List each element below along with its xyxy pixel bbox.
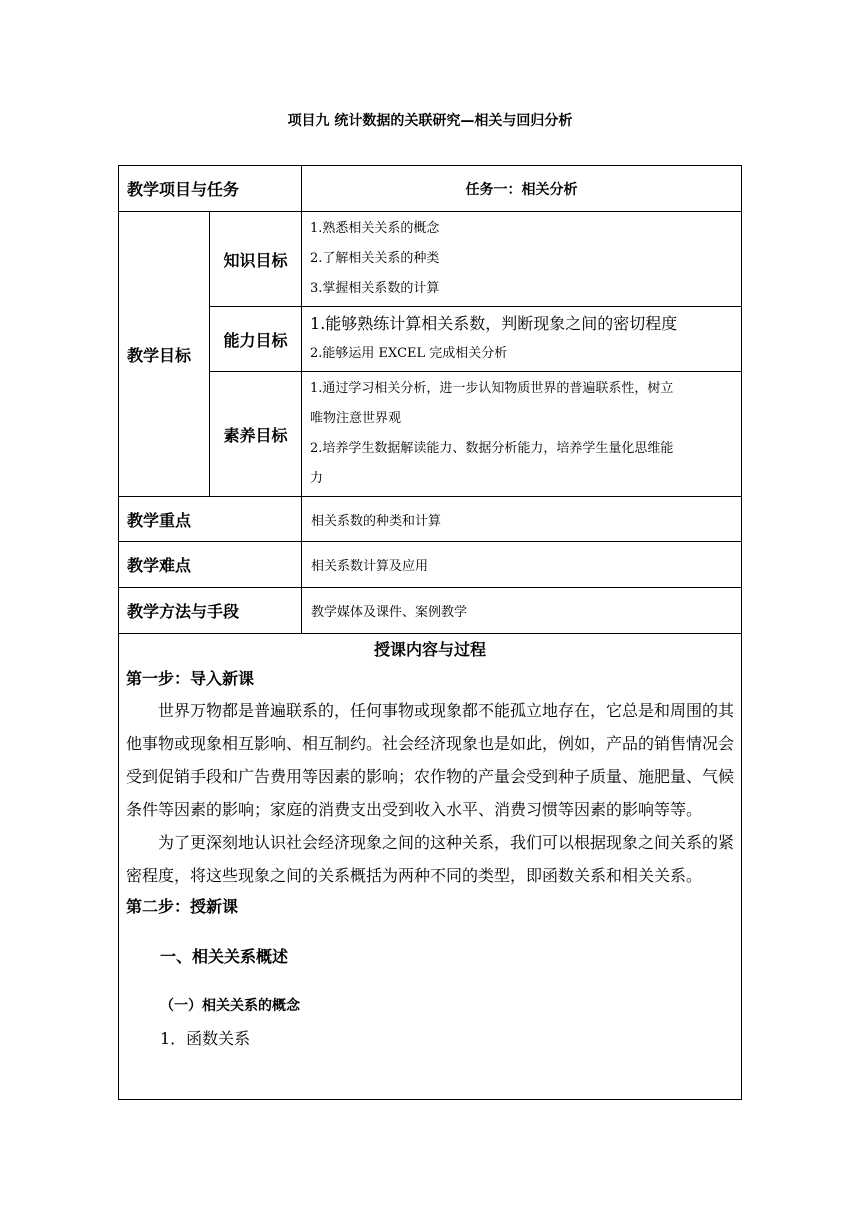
knowledge-items [302,212,742,307]
ability-label: 能力目标 [210,307,302,372]
literacy-item: 2.培养学生数据解读能力、数据分析能力，培养学生量化思维能 [310,441,674,456]
content-row [119,634,742,1100]
objectives-label: 教学目标 [119,212,210,497]
step-heading: 第一步：导入新课 [126,669,255,688]
key-points-row [119,497,742,542]
difficulties-value: 相关系数计算及应用 [302,542,742,588]
knowledge-label: 知识目标 [210,212,302,307]
difficulties-row [119,542,742,588]
ability-row [119,307,742,372]
key-points-value: 相关系数的种类和计算 [302,497,742,542]
paragraph-line: 围的其他事物或现象相互影响、相互制约。社会经济现象也是如此，例如，产品 [126,701,735,753]
lesson-plan-table [118,165,742,1100]
ability-item: 1.能够熟练计算相关系数，判断现象之间的密切程度 [310,314,678,333]
paragraph-line: 关关系。 [638,866,703,885]
paragraph [126,694,734,826]
literacy-items [302,372,742,497]
paragraph-line: 世界万物都是普遍联系的，任何事物或现象都不能孤立地存在，它总是和周 [158,701,687,720]
methods-value: 教学媒体及课件、案例教学 [302,588,742,634]
difficulties-label: 教学难点 [119,542,302,588]
paragraph-line: 系的紧密程度，将这些现象之间的关系概括为两种不同的类型，即函数关系和相 [126,833,735,885]
paragraph-line: 惯等因素的影响等等。 [542,800,703,819]
paragraph-line: 质量、施肥量、气候条件等因素的影响；家庭的消费支出受到收入水平、消费习 [126,767,735,819]
knowledge-item: 3.掌握相关系数的计算 [310,281,440,296]
document-title: 项目九 统计数据的关联研究—相关与回归分析 [287,113,573,129]
list-item: 1．函数关系 [160,1029,251,1048]
knowledge-row [119,212,742,307]
paragraph-line: 为了更深刻地认识社会经济现象之间的这种关系，我们可以根据现象之间关 [158,833,687,852]
paragraph [126,826,734,892]
section-heading: 一、相关关系概述 [160,947,289,966]
literacy-item: 唯物注意世界观 [310,411,402,426]
literacy-item: 1.通过学习相关分析，进一步认知物质世界的普遍联系性，树立 [310,381,674,396]
methods-row [119,588,742,634]
task-title: 任务一：相关分析 [302,166,742,212]
knowledge-item: 2.了解相关关系的种类 [310,251,440,266]
ability-item: 2.能够运用 EXCEL 完成相关分析 [310,346,508,361]
subsection-heading: （一）相关关系的概念 [160,998,300,1014]
project-row [119,166,742,212]
step-heading: 第二步：授新课 [126,897,239,916]
project-label: 教学项目与任务 [119,166,302,212]
literacy-item: 力 [310,471,324,486]
literacy-label: 素养目标 [210,372,302,497]
key-points-label: 教学重点 [119,497,302,542]
methods-label: 教学方法与手段 [119,588,302,634]
content-heading: 授课内容与过程 [374,640,487,659]
paragraph-line: 的销售情况会受到促销手段和广告费用等因素的影响；农作物的产量会受到种子 [126,734,735,786]
content-cell [119,634,742,1100]
literacy-row [119,372,742,497]
ability-items [302,307,742,372]
knowledge-item: 1.熟悉相关关系的概念 [310,221,440,236]
